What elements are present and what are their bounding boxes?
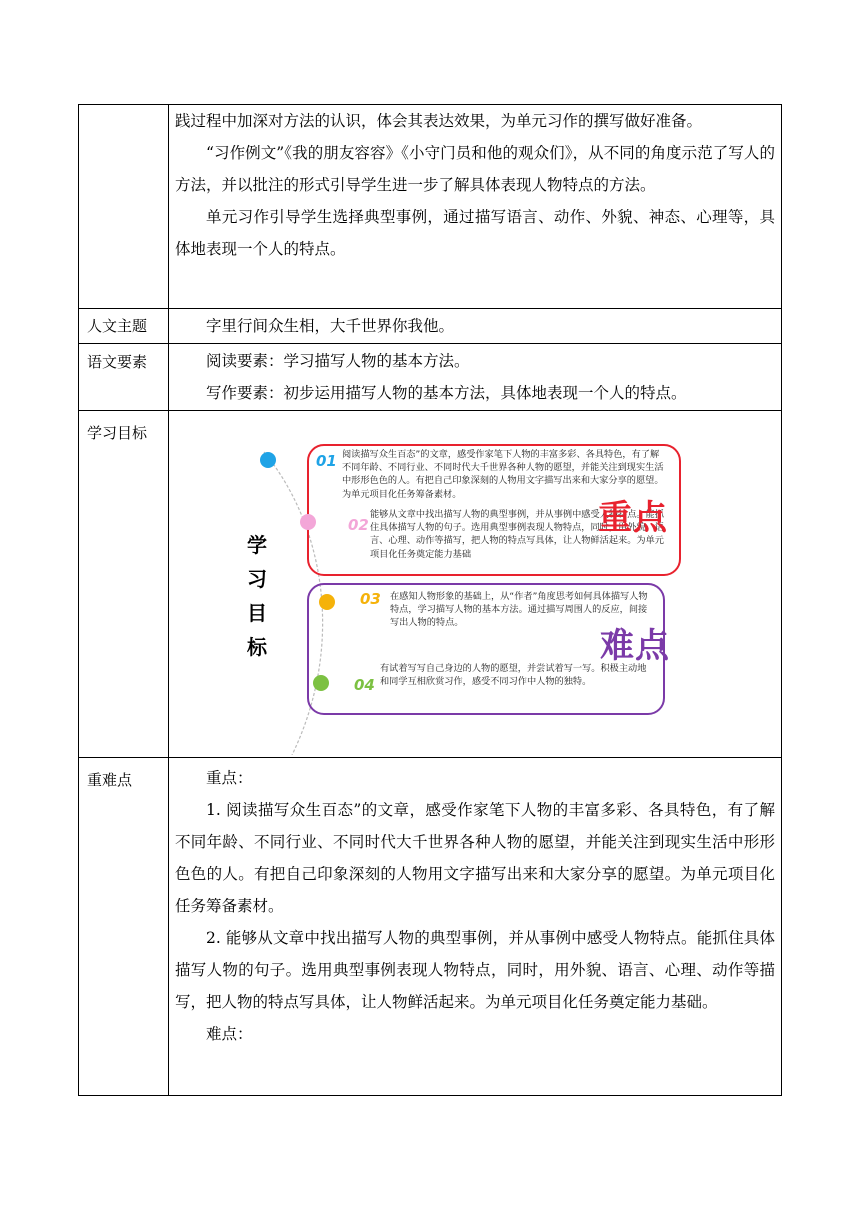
row-difficulty <box>79 757 781 1096</box>
dot-04 <box>313 675 329 691</box>
row-intro <box>79 105 781 308</box>
goal-number-04: 04 <box>354 676 375 694</box>
reading-element: 阅读要素：学习描写人物的基本方法。 <box>206 352 470 370</box>
goal-text-02: 能够从文章中找出描写人物的典型事例，并从事例中感受人物特点。能抓住具体描写人物的句子。选用典型事例表现人物特点，同时，用外貌、语言、心理、动作等描写，把人物的特点写具体，让人物鲜活起来。为单元项目化任务奠定能力基础 <box>370 509 664 560</box>
vertical-title-char: 标 <box>247 635 267 659</box>
difficulty-label: 重难点 <box>87 771 133 789</box>
vertical-title-char: 目 <box>247 601 267 625</box>
theme-text <box>175 310 775 342</box>
goal-text-03: 在感知人物形象的基础上，从“作者”角度思考如何具体描写人物特点，学习描写人物的基本方法。通过描写周围人的反应，间接写出人物的特点。 <box>390 591 648 629</box>
dot-03 <box>319 594 335 610</box>
elements-label: 语文要素 <box>87 353 148 371</box>
intro-text <box>175 105 775 265</box>
key-point: 1. 阅读描写众生百态”的文章，感受作家笔下人物的丰富多彩、各具特色，有了解不同年龄、不同行业、不同时代大千世界各种人物的愿望，并能关注到现实生活中形形色色的人。有把自己印象深刻的人物用文字描写出来和大家分享的愿望。为单元项目化任务筹备素材。 <box>175 801 775 915</box>
key-point: 2. 能够从文章中找出描写人物的典型事例，并从事例中感受人物特点。能抓住具体描写人物的句子。选用典型事例表现人物特点，同时，用外貌、语言、心理、动作等描写，把人物的特点写具体，让人物鲜活起来。为单元项目化任务奠定能力基础。 <box>175 929 775 1011</box>
vertical-title-char: 学 <box>247 533 267 557</box>
intro-paragraph: “习作例文”《我的朋友容容》《小守门员和他的观众们》，从不同的角度示范了写人的方法，并以批注的形式引导学生进一步了解具体表现人物特点的方法。 <box>175 144 775 194</box>
theme-value: 字里行间众生相，大千世界你我他。 <box>206 317 455 335</box>
row-theme <box>79 308 781 344</box>
goal-number-02: 02 <box>348 516 369 534</box>
goal-number-01: 01 <box>316 452 337 470</box>
goal-number-03: 03 <box>360 590 381 608</box>
dot-01 <box>260 452 276 468</box>
goal-text-04: 有试着写写自己身边的人物的愿望，并尝试着写一写。积极主动地和同学互相欣赏习作，感受不同习作中人物的独特。 <box>380 663 647 688</box>
writing-element: 写作要素：初步运用描写人物的基本方法，具体地表现一个人的特点。 <box>206 384 687 402</box>
goal-text-01: 阅读描写众生百态”的文章，感受作家笔下人物的丰富多彩、各具特色，有了解不同年龄、不同行业、不同时代大千世界各种人物的愿望，并能关注到现实生活中形形色色的人。有把自己印象深刻的人物用文字描写出来和大家分享的愿望。为单元项目化任务筹备素材。 <box>342 449 664 500</box>
goals-infographic <box>168 410 688 755</box>
row-elements <box>79 343 781 411</box>
intro-paragraph: 践过程中加深对方法的认识，体会其表达效果，为单元习作的撰写做好准备。 <box>175 112 703 130</box>
intro-paragraph: 单元习作引导学生选择典型事例，通过描写语言、动作、外貌、神态、心理等，具体地表现一个人的特点。 <box>175 208 775 258</box>
hard-heading: 难点： <box>206 1025 253 1043</box>
goals-label: 学习目标 <box>87 424 148 442</box>
difficult-points-label: 难点 <box>600 626 670 666</box>
key-points-label: 重点 <box>598 498 668 538</box>
vertical-title-char: 习 <box>247 567 267 591</box>
key-heading: 重点： <box>206 769 253 787</box>
theme-label: 人文主题 <box>87 317 148 335</box>
vertical-title <box>244 528 270 664</box>
dot-02 <box>300 514 316 530</box>
difficulty-text <box>175 762 775 1050</box>
elements-text <box>175 345 775 409</box>
